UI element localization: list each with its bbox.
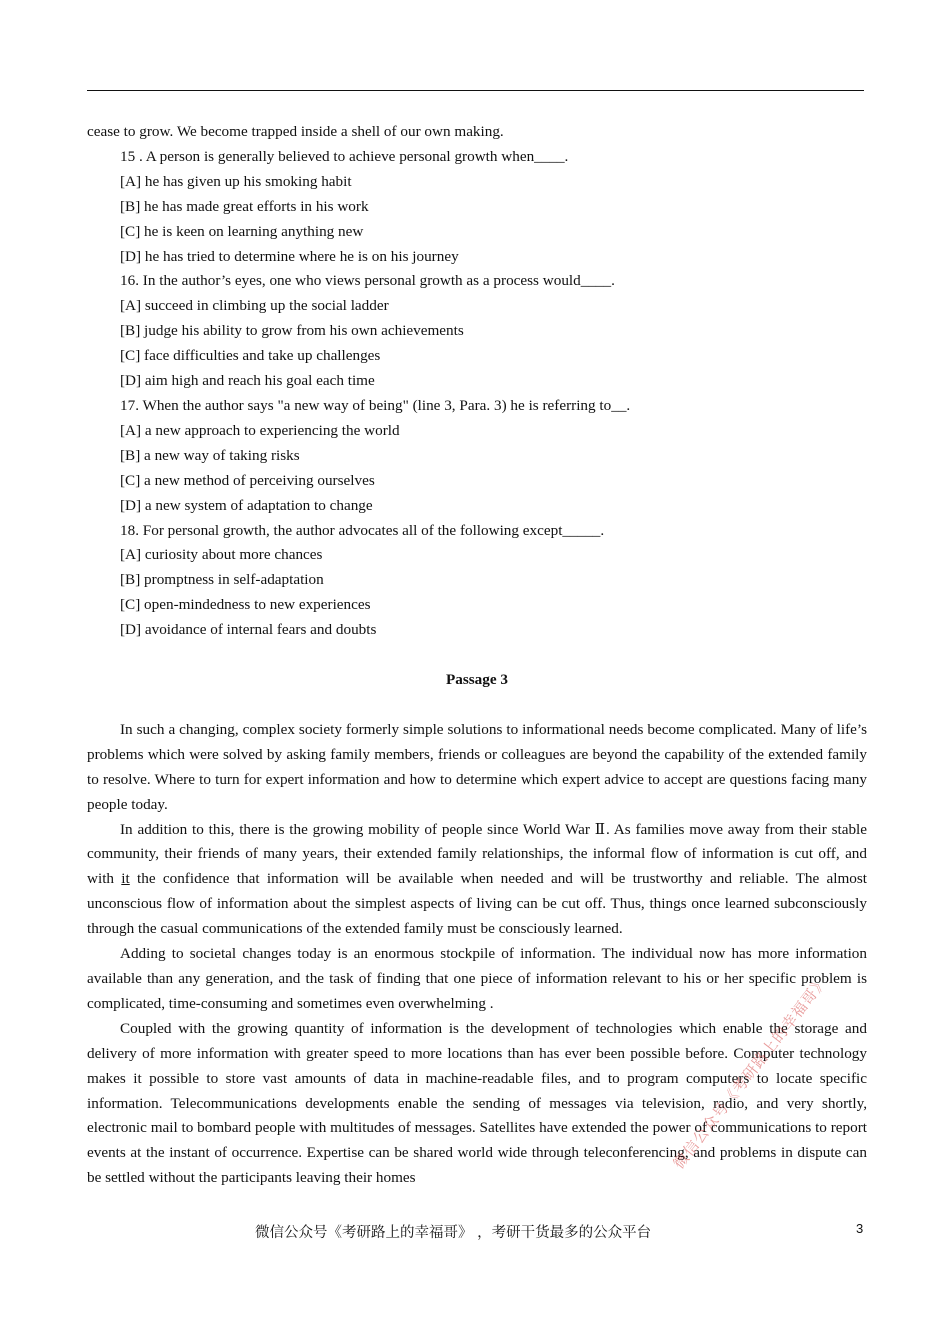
text-line: 16. In the author’s eyes, one who views personal growth as a process would____.: [120, 272, 615, 290]
question-lines: [87, 120, 867, 643]
passage-paragraph-3: Adding to societal changes today is an enormous stockpile of information. The individual now has more information available than any generation, and the task of finding that one piece of information relevant to his or her specific problem is complicated, time-consuming and sometimes even overwhelming .: [87, 945, 867, 1012]
text-line: 17. When the author says "a new way of being" (line 3, Para. 3) he is referring to__.: [120, 396, 631, 414]
text-line: cease to grow. We become trapped inside a shell of our own making.: [87, 123, 504, 140]
text-line: [C] he is keen on learning anything new: [120, 222, 364, 240]
underlined-word: it: [121, 870, 130, 888]
text-line: [B] judge his ability to grow from his own achievements: [120, 322, 464, 340]
text-line: 15 . A person is generally believed to achieve personal growth when____.: [120, 147, 569, 165]
header-rule: [87, 90, 864, 91]
text-line: [B] promptness in self-adaptation: [120, 571, 324, 589]
footer-text: 微信公众号《考研路上的幸福哥》 ，考研干货最多的公众平台: [255, 1225, 652, 1241]
text-line: [D] a new system of adaptation to change: [120, 496, 373, 514]
text-line: [A] a new approach to experiencing the world: [120, 421, 400, 439]
passage-title: Passage 3: [445, 671, 508, 689]
text-line: [D] avoidance of internal fears and doubts: [120, 621, 377, 639]
text-line: [C] face difficulties and take up challenges: [120, 347, 381, 365]
watermark-stamp: 微信公众号《考研路上的幸福哥》: [669, 972, 832, 1173]
paragraph-2-part-a: In addition to this, there is the growing mobility of people since World War Ⅱ. As families move away from their stable community, their friends of many years, their extended family relationships, the informal flow of information is cut off, and with: [87, 820, 867, 888]
passage-paragraph-4: Coupled with the growing quantity of information is the development of technologies which enable the storage and delivery of more information with greater speed to more locations than has ever been possible before. Computer technology makes it possible to store vast amounts of data in machine-readable files, and to program computers to locate specific information. Telecommunications developments enable the sending of messages via television, radio, and very shortly, electronic mail to bombard people with multitudes of messages. Satellites have extended the power of communications to report events at the instant of occurrence. Expertise can be shared world wide through teleconferencing, and problems in dispute can be settled without the participants leaving their homes: [87, 1019, 867, 1187]
text-line: [C] a new method of perceiving ourselves: [120, 471, 375, 489]
page-number: 3: [856, 1221, 864, 1236]
text-line: [D] he has tried to determine where he is on his journey: [120, 247, 459, 265]
text-line: [A] succeed in climbing up the social ladder: [120, 297, 389, 315]
paragraph-2-part-b: the confidence that information will be available when needed and will be trustworthy and reliable. The almost unconscious flow of information about the simplest aspects of living can be cut off. Thus, things once learned subconsciously through the casual communications of the extended family must be consciously learned.: [87, 870, 867, 938]
passage-paragraph-2: [87, 818, 867, 943]
page-footer: [0, 1221, 950, 1243]
text-line: [A] curiosity about more chances: [120, 546, 323, 564]
text-line: [C] open-mindedness to new experiences: [120, 596, 371, 614]
page-content: [87, 120, 867, 1191]
text-line: 18. For personal growth, the author advocates all of the following except_____.: [120, 521, 605, 539]
text-line: [B] a new way of taking risks: [120, 446, 300, 464]
text-line: [B] he has made great efforts in his work: [120, 197, 369, 215]
text-line: [D] aim high and reach his goal each time: [120, 372, 375, 390]
text-line: [A] he has given up his smoking habit: [120, 172, 352, 190]
passage-paragraph-1: In such a changing, complex society formerly simple solutions to informational needs become complicated. Many of life’s problems which were solved by asking family members, friends or colleagues are beyond the capability of the extended family to resolve. Where to turn for expert information and how to determine which expert advice to accept are questions facing many people today.: [87, 720, 867, 813]
